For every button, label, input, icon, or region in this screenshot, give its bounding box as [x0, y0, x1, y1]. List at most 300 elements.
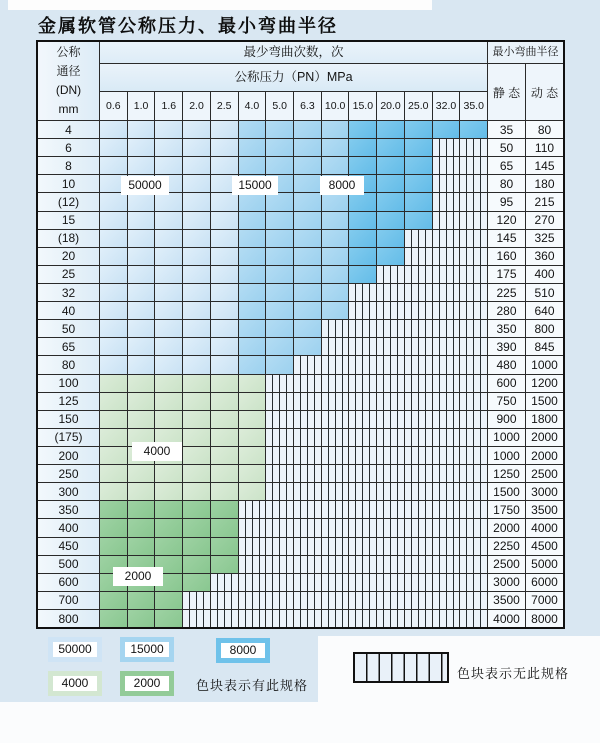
pressure-tick: 6.3: [293, 92, 321, 120]
spec-cell: [182, 411, 210, 428]
float-label-50000: 50000: [121, 176, 169, 195]
spec-cell: [210, 465, 238, 482]
pressure-tick: 5.0: [265, 92, 293, 120]
float-label-15000: 15000: [232, 176, 278, 195]
pressure-tick: 4.0: [238, 92, 266, 120]
spec-cell: [238, 248, 266, 265]
spec-cell: [376, 411, 404, 428]
spec-cell: [348, 356, 376, 373]
spec-cell: [154, 266, 182, 283]
spec-cell: [432, 157, 460, 174]
spec-cell: [210, 411, 238, 428]
dynamic-value: 4000: [525, 519, 563, 536]
spec-cell: [100, 302, 127, 319]
spec-cells: [99, 121, 487, 138]
table-row: [38, 139, 563, 157]
spec-cell: [265, 429, 293, 446]
spec-cell: [432, 320, 460, 337]
static-value: 65: [487, 157, 525, 174]
dynamic-value: 6000: [525, 574, 563, 591]
dn-label: 400: [38, 519, 99, 536]
spec-cell: [182, 302, 210, 319]
spec-cell: [238, 139, 266, 156]
spec-cell: [100, 212, 127, 229]
spec-cell: [321, 610, 349, 627]
table-row: [38, 248, 563, 266]
spec-cell: [404, 356, 432, 373]
legend-swatch-4000: [48, 671, 102, 696]
table-row: [38, 338, 563, 356]
legend-value-4000: 4000: [53, 676, 97, 691]
spec-cell: [154, 375, 182, 392]
spec-cell: [127, 592, 155, 609]
spec-cells: [99, 320, 487, 337]
spec-cell: [348, 302, 376, 319]
spec-cell: [182, 447, 210, 464]
dn-label: 8: [38, 157, 99, 174]
spec-cell: [459, 320, 487, 337]
spec-cell: [210, 447, 238, 464]
float-label-8000: 8000: [320, 176, 364, 195]
legend-swatch-2000: [120, 671, 174, 696]
pressure-header: 公称压力（PN）MPa: [100, 64, 487, 92]
spec-cell: [404, 501, 432, 518]
spec-cell: [321, 393, 349, 410]
spec-cell: [348, 375, 376, 392]
table-row: [38, 375, 563, 393]
dynamic-value: 1500: [525, 393, 563, 410]
spec-cell: [321, 266, 349, 283]
static-value: 175: [487, 266, 525, 283]
spec-cell: [432, 556, 460, 573]
spec-cell: [127, 356, 155, 373]
header-middle: [99, 42, 487, 120]
spec-cells: [99, 248, 487, 265]
table-row: [38, 193, 563, 211]
spec-cell: [404, 375, 432, 392]
spec-cell: [459, 429, 487, 446]
spec-cell: [404, 248, 432, 265]
spec-cell: [182, 139, 210, 156]
pressure-tick: 1.6: [154, 92, 182, 120]
spec-cell: [293, 266, 321, 283]
spec-cell: [210, 157, 238, 174]
spec-cell: [348, 411, 376, 428]
spec-cell: [154, 610, 182, 627]
spec-cell: [404, 465, 432, 482]
spec-cell: [127, 302, 155, 319]
spec-cell: [376, 447, 404, 464]
spec-cell: [265, 465, 293, 482]
static-value: 225: [487, 284, 525, 301]
spec-cell: [376, 175, 404, 192]
dn-label: 25: [38, 266, 99, 283]
legend-swatch-50000: [48, 637, 102, 662]
spec-cell: [293, 592, 321, 609]
spec-cell: [265, 519, 293, 536]
table-row: [38, 157, 563, 175]
spec-cell: [404, 447, 432, 464]
table-row: [38, 538, 563, 556]
spec-cell: [154, 193, 182, 210]
spec-cell: [376, 483, 404, 500]
spec-cell: [210, 139, 238, 156]
spec-cell: [210, 375, 238, 392]
spec-cell: [348, 248, 376, 265]
spec-cell: [293, 429, 321, 446]
spec-cell: [182, 175, 210, 192]
spec-cell: [238, 574, 266, 591]
spec-cell: [293, 157, 321, 174]
dynamic-value: 180: [525, 175, 563, 192]
spec-cell: [127, 266, 155, 283]
dynamic-value: 845: [525, 338, 563, 355]
table-row: [38, 411, 563, 429]
dynamic-value: 360: [525, 248, 563, 265]
spec-cells: [99, 230, 487, 247]
dynamic-value: 5000: [525, 556, 563, 573]
spec-cell: [376, 338, 404, 355]
dynamic-value: 2000: [525, 429, 563, 446]
spec-cell: [376, 121, 404, 138]
spec-cell: [182, 266, 210, 283]
spec-cell: [348, 447, 376, 464]
dynamic-value: 1000: [525, 356, 563, 373]
table-row: [38, 356, 563, 374]
page-title: 金属软管公称压力、最小弯曲半径: [38, 16, 338, 37]
spec-cells: [99, 519, 487, 536]
spec-cell: [376, 266, 404, 283]
table-row: [38, 592, 563, 610]
spec-cell: [210, 212, 238, 229]
table-row: [38, 284, 563, 302]
spec-cell: [432, 429, 460, 446]
spec-cell: [459, 356, 487, 373]
dynamic-value: 1800: [525, 411, 563, 428]
spec-cell: [154, 483, 182, 500]
spec-cell: [182, 592, 210, 609]
spec-cell: [459, 121, 487, 138]
legend-value-8000: 8000: [221, 643, 265, 658]
spec-cell: [238, 447, 266, 464]
spec-cell: [459, 538, 487, 555]
dynamic-value: 145: [525, 157, 563, 174]
spec-cell: [210, 538, 238, 555]
spec-cell: [154, 411, 182, 428]
corner-line-1: 公称: [56, 45, 81, 59]
spec-cell: [182, 320, 210, 337]
spec-cell: [127, 465, 155, 482]
spec-cell: [238, 465, 266, 482]
spec-cell: [321, 248, 349, 265]
spec-cell: [210, 429, 238, 446]
spec-cell: [127, 411, 155, 428]
spec-cell: [265, 393, 293, 410]
spec-cell: [321, 212, 349, 229]
spec-cell: [238, 121, 266, 138]
static-value: 2250: [487, 538, 525, 555]
spec-cell: [154, 519, 182, 536]
spec-cell: [459, 284, 487, 301]
spec-cell: [100, 411, 127, 428]
spec-cells: [99, 393, 487, 410]
spec-cell: [238, 230, 266, 247]
spec-cell: [293, 320, 321, 337]
spec-cell: [265, 356, 293, 373]
dynamic-value: 510: [525, 284, 563, 301]
static-value: 600: [487, 375, 525, 392]
spec-cell: [404, 266, 432, 283]
table-row: [38, 501, 563, 519]
spec-cell: [404, 175, 432, 192]
spec-cell: [182, 356, 210, 373]
spec-cell: [348, 121, 376, 138]
spec-cell: [182, 284, 210, 301]
spec-cell: [127, 610, 155, 627]
spec-cell: [459, 139, 487, 156]
dn-label: 250: [38, 465, 99, 482]
spec-cell: [293, 574, 321, 591]
corner-line-3: (DN): [55, 83, 82, 97]
spec-cell: [321, 338, 349, 355]
spec-cell: [265, 375, 293, 392]
spec-cell: [376, 139, 404, 156]
spec-cell: [210, 338, 238, 355]
spec-cell: [127, 519, 155, 536]
spec-cell: [154, 302, 182, 319]
legend-swatch-15000: [120, 637, 174, 662]
pressure-tick: 32.0: [432, 92, 460, 120]
spec-cell: [432, 284, 460, 301]
spec-cell: [293, 212, 321, 229]
spec-cell: [182, 157, 210, 174]
spec-cell: [265, 501, 293, 518]
spec-cell: [404, 230, 432, 247]
spec-cell: [100, 592, 127, 609]
legend-value-15000: 15000: [125, 642, 169, 657]
spec-cells: [99, 212, 487, 229]
spec-cell: [432, 121, 460, 138]
spec-cell: [404, 320, 432, 337]
spec-cell: [182, 574, 210, 591]
spec-cell: [182, 393, 210, 410]
spec-cell: [210, 501, 238, 518]
spec-cell: [238, 338, 266, 355]
spec-cell: [293, 121, 321, 138]
pressure-tick: 1.0: [127, 92, 155, 120]
spec-cell: [210, 483, 238, 500]
spec-cell: [182, 429, 210, 446]
spec-cell: [459, 175, 487, 192]
spec-cell: [459, 483, 487, 500]
static-value: 1500: [487, 483, 525, 500]
pressure-tick: 20.0: [376, 92, 404, 120]
dn-label: 100: [38, 375, 99, 392]
spec-cell: [100, 320, 127, 337]
spec-cell: [348, 230, 376, 247]
spec-cell: [321, 465, 349, 482]
spec-cell: [265, 139, 293, 156]
table-row: [38, 320, 563, 338]
dn-label: (18): [38, 230, 99, 247]
spec-cell: [459, 465, 487, 482]
spec-cell: [376, 193, 404, 210]
table-row: [38, 212, 563, 230]
pressure-tick: 10.0: [321, 92, 349, 120]
spec-cell: [210, 592, 238, 609]
spec-cell: [238, 266, 266, 283]
spec-cell: [459, 556, 487, 573]
corner-header-dn: [38, 42, 99, 120]
spec-cell: [432, 338, 460, 355]
spec-cell: [348, 284, 376, 301]
spec-cell: [265, 338, 293, 355]
spec-cell: [321, 157, 349, 174]
spec-cells: [99, 356, 487, 373]
spec-cell: [376, 320, 404, 337]
spec-cell: [432, 483, 460, 500]
spec-cell: [348, 501, 376, 518]
spec-cell: [154, 592, 182, 609]
static-value: 3500: [487, 592, 525, 609]
spec-cell: [348, 212, 376, 229]
table-row: [38, 393, 563, 411]
spec-cell: [154, 538, 182, 555]
spec-cell: [210, 610, 238, 627]
header-right: [487, 42, 563, 120]
spec-cell: [404, 193, 432, 210]
spec-cell: [432, 447, 460, 464]
spec-cell: [404, 157, 432, 174]
spec-cells: [99, 483, 487, 500]
spec-cell: [459, 411, 487, 428]
spec-cell: [100, 248, 127, 265]
spec-cell: [459, 302, 487, 319]
table-row: [38, 447, 563, 465]
spec-cell: [154, 212, 182, 229]
static-value: 280: [487, 302, 525, 319]
static-value: 145: [487, 230, 525, 247]
spec-cell: [404, 338, 432, 355]
dn-label: 450: [38, 538, 99, 555]
dynamic-value: 3000: [525, 483, 563, 500]
spec-cell: [265, 266, 293, 283]
dn-label: (12): [38, 193, 99, 210]
spec-cell: [100, 447, 127, 464]
spec-cell: [376, 157, 404, 174]
spec-cell: [127, 230, 155, 247]
static-value: 4000: [487, 610, 525, 627]
spec-cell: [404, 429, 432, 446]
spec-cell: [293, 356, 321, 373]
dynamic-value: 270: [525, 212, 563, 229]
float-label-4000: 4000: [132, 442, 182, 461]
static-value: 95: [487, 193, 525, 210]
no-spec-hatch-sample: [353, 652, 449, 683]
table-header: [38, 42, 563, 121]
spec-cell: [210, 356, 238, 373]
spec-cells: [99, 592, 487, 609]
spec-cell: [432, 501, 460, 518]
table-row: [38, 175, 563, 193]
spec-cell: [293, 375, 321, 392]
static-value: 750: [487, 393, 525, 410]
dn-label: 125: [38, 393, 99, 410]
spec-cell: [265, 556, 293, 573]
spec-cell: [293, 519, 321, 536]
bottom-white-area: [0, 702, 600, 743]
spec-cell: [182, 121, 210, 138]
spec-cell: [432, 230, 460, 247]
spec-cell: [265, 538, 293, 555]
dn-label: 32: [38, 284, 99, 301]
spec-cell: [210, 393, 238, 410]
spec-cell: [348, 393, 376, 410]
spec-cell: [376, 212, 404, 229]
spec-cell: [376, 574, 404, 591]
spec-cell: [432, 465, 460, 482]
dn-label: 6: [38, 139, 99, 156]
spec-cell: [404, 610, 432, 627]
spec-cell: [182, 193, 210, 210]
spec-cell: [210, 320, 238, 337]
bend-cycles-header: 最少弯曲次数，次: [100, 42, 487, 64]
dynamic-header: 动 态: [525, 64, 563, 120]
spec-cell: [100, 538, 127, 555]
spec-cell: [293, 302, 321, 319]
dn-label: 350: [38, 501, 99, 518]
spec-cell: [238, 538, 266, 555]
spec-cell: [100, 157, 127, 174]
spec-cell: [432, 302, 460, 319]
spec-cells: [99, 610, 487, 627]
spec-cell: [321, 483, 349, 500]
spec-cell: [293, 284, 321, 301]
spec-cell: [376, 356, 404, 373]
spec-cells: [99, 139, 487, 156]
spec-cell: [459, 266, 487, 283]
spec-cell: [348, 519, 376, 536]
spec-cell: [127, 393, 155, 410]
dn-label: 300: [38, 483, 99, 500]
dynamic-value: 3500: [525, 501, 563, 518]
spec-cell: [321, 284, 349, 301]
spec-cell: [210, 302, 238, 319]
spec-cells: [99, 465, 487, 482]
spec-cell: [432, 175, 460, 192]
spec-cell: [210, 266, 238, 283]
spec-cell: [376, 465, 404, 482]
spec-cell: [293, 447, 321, 464]
spec-cell: [404, 212, 432, 229]
spec-cell: [154, 230, 182, 247]
spec-cell: [238, 320, 266, 337]
spec-cell: [432, 193, 460, 210]
spec-cell: [293, 483, 321, 500]
spec-cell: [321, 302, 349, 319]
float-label-2000: 2000: [113, 567, 163, 586]
spec-cell: [127, 538, 155, 555]
spec-cell: [100, 519, 127, 536]
legend-value-2000: 2000: [125, 676, 169, 691]
spec-cell: [154, 338, 182, 355]
dynamic-value: 4500: [525, 538, 563, 555]
static-value: 50: [487, 139, 525, 156]
static-value: 3000: [487, 574, 525, 591]
spec-cell: [238, 592, 266, 609]
spec-cell: [293, 538, 321, 555]
spec-cell: [432, 375, 460, 392]
